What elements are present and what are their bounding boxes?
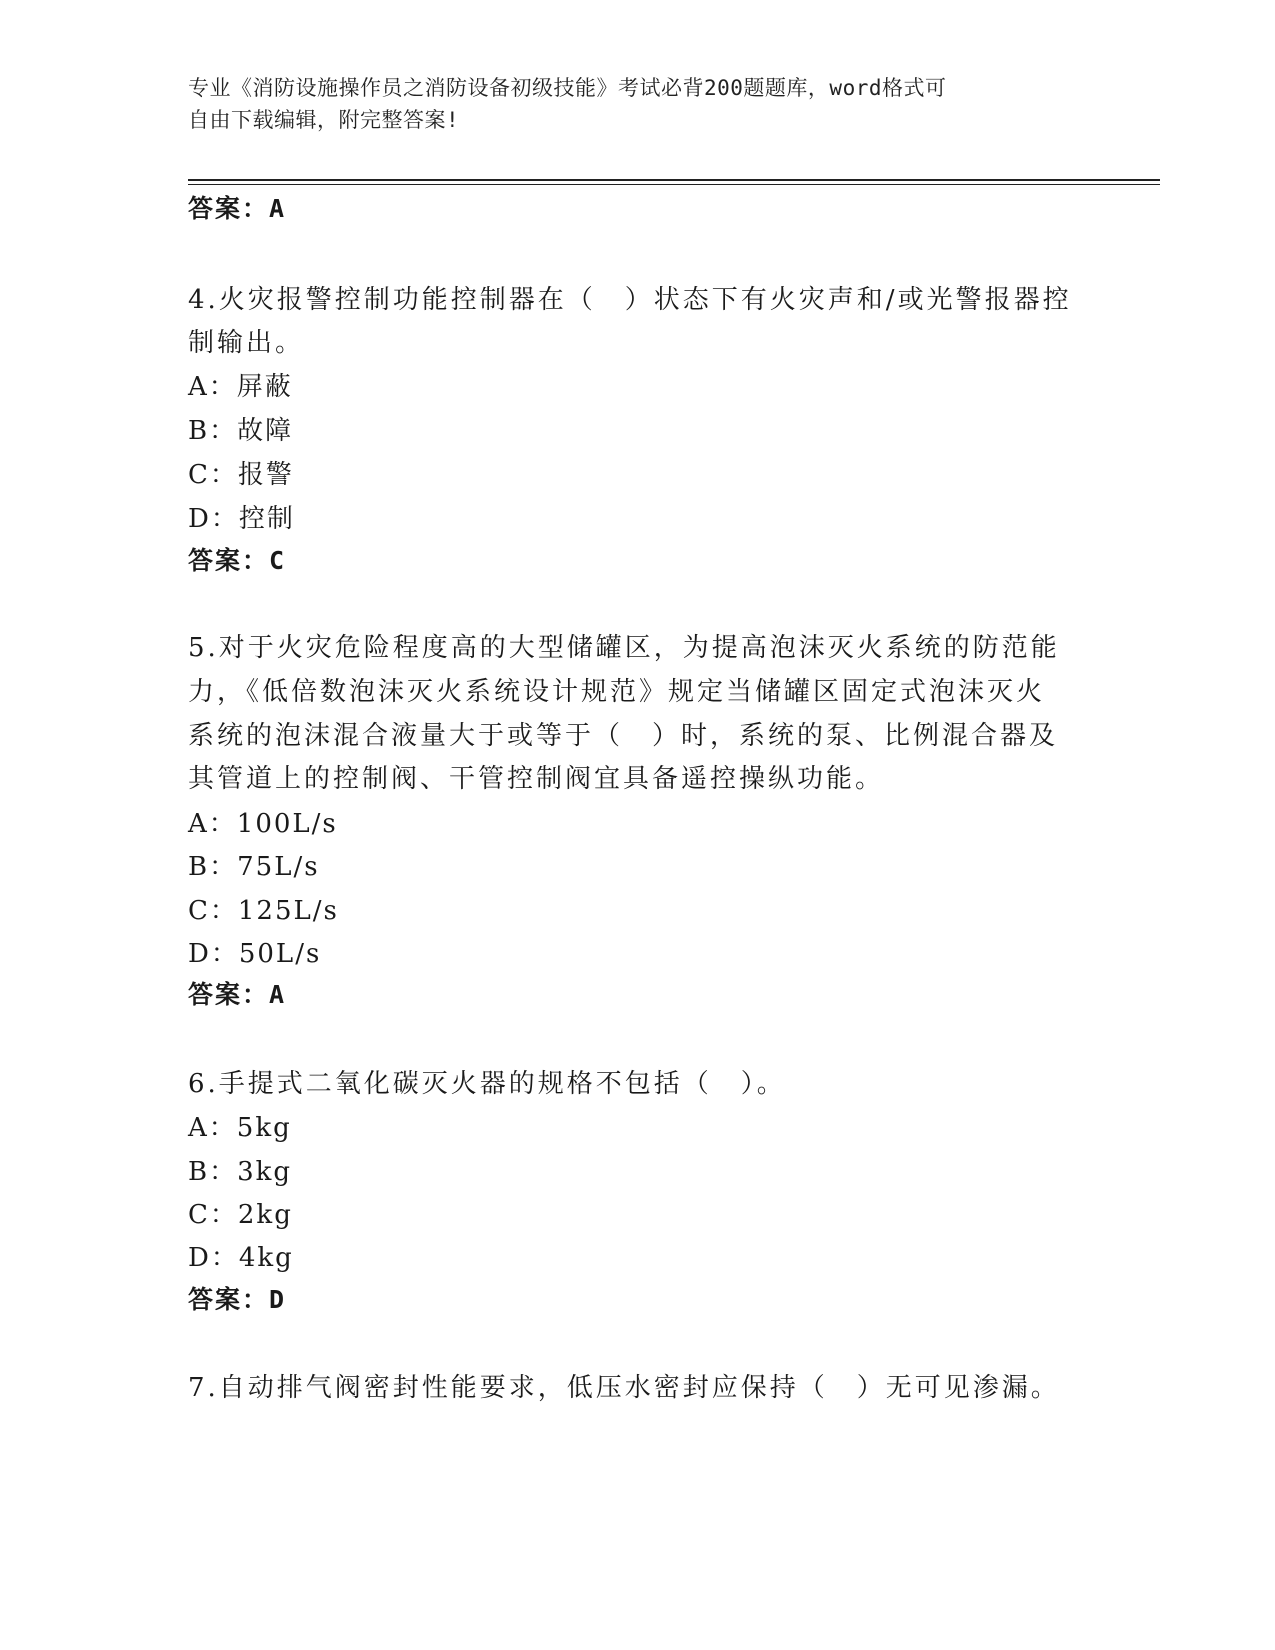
question-6-option-b: B：3kg	[188, 1157, 293, 1187]
header-divider-thin	[188, 184, 1160, 185]
question-5-stem-line-4: 其管道上的控制阀、干管控制阀宜具备遥控操纵功能。	[188, 764, 885, 794]
question-5-answer: 答案：A	[188, 980, 287, 1009]
question-6-stem-line-1: 6.手提式二氧化碳灭火器的规格不包括（ ）。	[188, 1069, 786, 1099]
header-divider	[188, 179, 1160, 181]
question-6-option-a: A：5kg	[188, 1113, 292, 1143]
question-4-stem-line-2: 制输出。	[188, 328, 305, 358]
header-line-2: 自由下载编辑，附完整答案!	[188, 108, 460, 132]
question-5-option-d: D：50L/s	[188, 939, 322, 969]
question-5-stem-line-1: 5.对于火灾危险程度高的大型储罐区，为提高泡沫灭火系统的防范能	[188, 633, 1060, 663]
question-5-option-b: B：75L/s	[188, 852, 320, 882]
answer-q3: 答案：A	[188, 194, 287, 223]
question-5-stem-line-2: 力，《低倍数泡沫灭火系统设计规范》规定当储罐区固定式泡沫灭火	[188, 677, 1046, 707]
question-4-option-b: B：故障	[188, 416, 294, 446]
question-6-option-d: D：4kg	[188, 1243, 294, 1273]
question-5-option-c: C：125L/s	[188, 896, 339, 926]
header-line-1: 专业《消防设施操作员之消防设备初级技能》考试必背200题题库，word格式可	[188, 76, 947, 100]
question-6-answer: 答案：D	[188, 1285, 287, 1314]
question-4-option-a: A：屏蔽	[188, 372, 293, 402]
question-4-option-d: D：控制	[188, 504, 295, 534]
question-7-stem-line-1: 7.自动排气阀密封性能要求，低压水密封应保持（ ）无可见渗漏。	[188, 1373, 1060, 1403]
document-header	[188, 72, 1078, 136]
question-6-option-c: C：2kg	[188, 1200, 293, 1230]
question-4-stem-line-1: 4.火灾报警控制功能控制器在（ ）状态下有火灾声和/或光警报器控	[188, 285, 1072, 315]
question-4-option-c: C：报警	[188, 460, 294, 490]
question-4-answer: 答案：C	[188, 546, 287, 575]
question-5-option-a: A：100L/s	[188, 809, 338, 839]
question-5-stem-line-3: 系统的泡沫混合液量大于或等于（ ）时，系统的泵、比例混合器及	[188, 721, 1059, 751]
